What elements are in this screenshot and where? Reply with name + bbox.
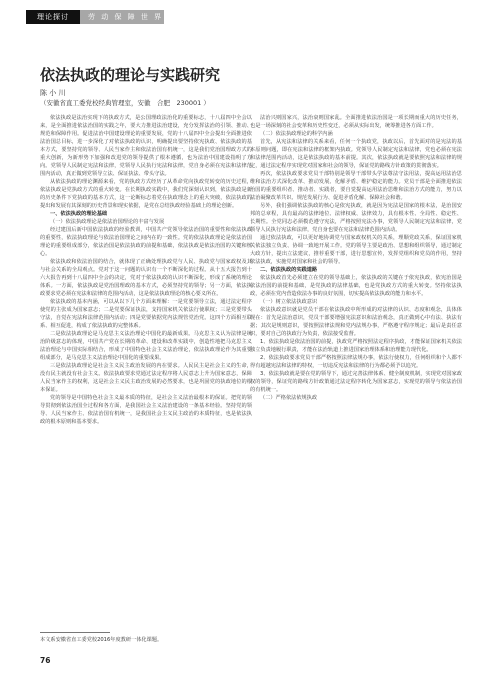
- paragraph: 法治兴则国家兴，法治衰则国家乱。全面推进依法治国是一项长期而重大的历史任务，也是一场深刻的社会变革和历史性变迁，必须从实际出发，统筹推进各方面工作。: [250, 115, 462, 129]
- section-heading: 二、依法执政的实践道路: [260, 267, 318, 273]
- paragraph: 依法执政意识就是党员干部在依法执政中所形成的对法律的认识、态度和观念，具体体现在：首先是法治意识，党员干部要增强宪法意识和法治观念，真正做到心中有法、执法有据；其次是规则意识，要按照法律法规和党内法规办事，严格遵守程序规定；最后是责任意识，要对自己的执政行为负责，依法接受监督。: [250, 307, 462, 337]
- paragraph: 从依法执政的理论渊源来看，党的执政方式经历了从革命党向执政党转变的历史过程，依法执政是党执政方式的重大转变。在长期执政实践中，我们党深刻认识到，依法执政是新的历史条件下党执政的基本方式，这一论断标志着党在执政理念上的重大突破，依法执政的提出和发展有其深刻的历史背景和现实依据，是党在总结执政经验基础上的理论创新。: [40, 179, 252, 209]
- paragraph: 三是依法执政理论是社会主义民主政治发展的内在要求。人民民主是社会主义的生命，没有民主就没有社会主义。依法执政要求党通过法定程序将人民意志上升为国家意志，保障人民当家作主的权利，这是社会主义民主政治发展的必然要求，也是巩固党的执政地位的根本保证。: [40, 363, 252, 393]
- paragraph: （一）依法执政理论是依法治国理论的丰富与发展: [50, 219, 165, 225]
- paragraph: 1、依法执政是依法治国的前提，执政党严格按照法定程序执政，才能保证国家机关依法独立负责地履行职责，才能在法治轨道上推进国家治理体系和治理能力现代化。: [250, 339, 462, 353]
- footnote: 本文系安徽省直工委党校2016年度教研一体化课题。: [40, 637, 163, 643]
- footnote-divider: [40, 632, 110, 633]
- paragraph: 二是依法执政理论是马克思主义法治理论中国化的最新成果。马克思主义认为法律是统治阶级意志的体现，中国共产党在长期的革命、建设和改革实践中，创造性地把马克思主义法治理论与中国实际相结合，形成了中国特色社会主义法治理论，依法执政理论作为其重要组成部分，是马克思主义法治理论中国化的重要成果。: [40, 331, 252, 361]
- section-tag: 理论探讨: [26, 10, 80, 24]
- right-text-column: [250, 114, 462, 632]
- paragraph: （二）严格依法依规执政: [260, 395, 318, 401]
- journal-tag: 劳 动 保 障 世 界: [80, 10, 164, 24]
- left-text-column: [40, 114, 252, 644]
- paragraph: 2、依法执政要求党员干部严格按照法律法规办事，依法行使权力，任何组织和个人都不得有超越宪法和法律的特权，一切违反宪法和法律的行为都必须予以追究。: [250, 355, 462, 369]
- paragraph: 党的领导是中国特色社会主义最本质的特征，是社会主义法治最根本的保证。把党的领导贯彻到依法治国全过程和各方面，是我国社会主义法治建设的一条基本经验。坚持党的领导、人民当家作主、依法治国有机统一，是我国社会主义民主政治的本质特征，也是依法执政的根本原则和基本要求。: [40, 395, 252, 425]
- paragraph: 首先，从宪法和法律的关系来看，任何一个执政党，执政以后，首先面对的是宪法的基本原则问题，即在宪法和法律的框架内执政。党领导人民制定宪法和法律，党也必须在宪法和法律范围内活动，这是依法执政的基本前提。其次，依法执政就是要依照宪法和法律的规定，通过法定程序实现党对国家和社会的领导，保证党的路线方针政策的贯彻落实。: [250, 139, 462, 169]
- section-heading: 一、依法执政的理论基础: [50, 211, 108, 217]
- paragraph: 依法执政和依法治国的结合，就体现了正确处理执政党与人民、执政党与国家政权及其与社会关系的全局观点。党对于这一问题的认识有一个不断深化的过程。从十五大报告到十六大报告再到十八届四中全会的决定，党对于依法执政的认识不断深化，形成了系统的理论体系。一方面，依法执政是党治国理政的基本方式，必须坚持党的领导；另一方面，依法执政要求党必须在宪法和法律的范围内活动，这是依法执政理论的核心要义所在。: [40, 259, 252, 297]
- paragraph: （二）依法执政理论的科学内涵: [260, 131, 333, 137]
- paragraph: 3、依法执政就是要在党的领导下，通过完善法律体系、健全制度机制，实现党对国家政权的领导，保证党的路线方针政策通过法定程序转化为国家意志，实现党的领导与依法治国的有机统一。: [250, 371, 462, 393]
- article-author: 陈 小 川: [40, 89, 66, 97]
- paragraph: （一）树立依法执政意识: [260, 299, 318, 305]
- paragraph: 依法执政的基本内涵，可以从以下几个方面来理解：一是党要领导立法，通过法定程序使党的主张成为国家意志；二是党要保证执法，支持国家机关依法行使职权；三是党要带头守法，自觉在宪法和法律范围内活动；四是党要依据党内法规管党治党。这四个方面相互联系、相互促进，构成了依法执政的完整体系。: [40, 299, 252, 329]
- paragraph: 依法执政首先必须建立在党的领导基础上，依法执政的关键在于依宪执政，依宪治国是依法治国的前提和基础，是党执政的法律基础，也是党执政方式的重大转变。坚持依法执政，必须在党内营造依法办事的良好氛围，切实提高依法执政的能力和水平。: [250, 275, 462, 297]
- paragraph: 通过依法执政，可以更好地协调党与国家政权机关的关系，理顺党政关系，保证国家机关依法独立负责、协调一致地开展工作。党的领导主要是政治、思想和组织领导，通过制定大政方针，提出立法建议，推荐重要干部，进行思想宣传，发挥党组织和党员的作用，坚持依法执政，实施党对国家和社会的领导。: [250, 235, 462, 265]
- article-title: 依法执政的理论与实践研究: [40, 66, 221, 84]
- author-affiliation: （安徽省直工委党校经典管理室，安徽 合肥 230001 ）: [40, 99, 210, 107]
- paragraph: 依法执政是法治实现下的执政方式，是公国理政法治化的重要标志，十八届四中全会以来，是全面推进依法治国的实践之年，要大力推进法治建设，充分发挥法治的引领、推动、规范和保障作用。促进法治中国建设理论的重要发展，党的十八届四中全会提出全面推进依法治国总目标，进一步深化了对依法执政的认识，明确提出要坚持依宪执政、依法执政的基本方式，要坚持党的领导、人民当家作主和依法治国有机统一，这是我们党治国理政方式的重大创新，为新形势下加强和改进党的领导提供了根本遵循，也为法治中国建设指明了方向。党领导人民制定宪法和法律，党领导人民执行宪法和法律，党自身必须在宪法和法律范围内活动，真正做到党领导立法、保证执法、带头守法。: [40, 115, 252, 177]
- paragraph: 再次，依法执政要求党员干部特别是领导干部带头学法尊法守法用法，提高运用法治思维和法治方式深化改革、推动发展、化解矛盾、维护稳定的能力。党员干部是全面推进依法治国的重要组织者、推动者、实践者，要自觉提高运用法治思维和法治方式的能力，努力以法治凝聚改革共识、规范发展行为、促进矛盾化解、保障社会和谐。: [250, 171, 462, 201]
- header-bar: [0, 10, 502, 24]
- paragraph: 经过建国后新中国依法执政的经验教训，中国共产党领导依法治国的重要性和依法执政的重要性，依法执政理论与依法治国理论之间内在的一致性。党的依法执政理论是依法治国理论的重要组成部分，依法治国是依法执政的前提和基础，依法执政是依法治国的关键和核心。: [40, 227, 252, 257]
- page-number: 76: [40, 656, 51, 665]
- paragraph: 另外，我们强调依法执政的核心是依宪执政，就是因为宪法是国家的根本法，是治国安邦的总章程，具有最高的法律地位、法律权威、法律效力，具有根本性、全局性、稳定性、长期性。全党同志必须模范遵守宪法，严格按照宪法办事，党领导人民制定宪法和法律，党领导人民执行宪法和法律，党自身也要在宪法和法律范围内活动。: [250, 203, 462, 233]
